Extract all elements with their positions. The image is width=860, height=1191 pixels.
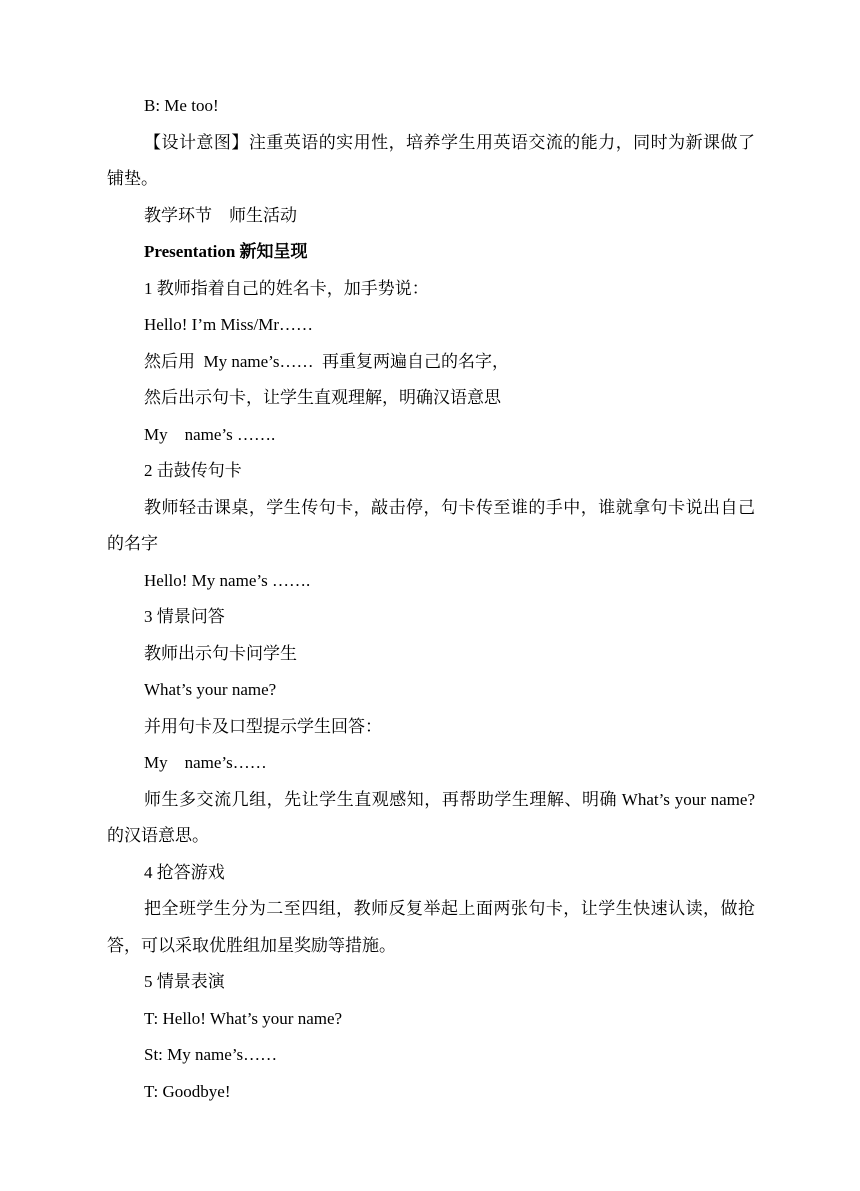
design-intent-paragraph: 【设计意图】注重英语的实用性，培养学生用英语交流的能力，同时为新课做了铺垫。	[107, 132, 755, 188]
instruction-paragraph: 教师轻击课桌，学生传句卡，敲击停，句卡传至谁的手中，谁就拿句卡说出自己的名字	[107, 497, 755, 553]
step-heading: 2 击鼓传句卡	[144, 461, 242, 480]
step-heading: 1 教师指着自己的姓名卡，加手势说：	[144, 278, 429, 298]
example-sentence: Hello! I’m Miss/Mr……	[144, 315, 314, 334]
step-heading: 3 情景问答	[144, 607, 225, 626]
instruction-paragraph: 把全班学生分为二至四组，教师反复举起上面两张句卡，让学生快速认读，做抢答，可以采取优胜组加星奖励等措施。	[107, 899, 755, 955]
instruction-line: 并用句卡及口型提示学生回答：	[144, 716, 382, 736]
section-heading-presentation: Presentation 新知呈现	[144, 242, 308, 261]
example-sentence: Hello! My name’s …….	[144, 570, 311, 590]
dialogue-line: St: My name’s……	[144, 1045, 278, 1064]
instruction-paragraph: 师生多交流几组，先让学生直观感知，再帮助学生理解、明确 What’s your name?的汉语意思。	[107, 789, 755, 845]
instruction-line: 然后用 My name’s…… 再重复两遍自己的名字，	[144, 351, 510, 371]
instruction-line: 教师出示句卡问学生	[144, 643, 297, 663]
example-sentence: My name’s……	[144, 753, 267, 772]
dialogue-line: T: Goodbye!	[144, 1081, 231, 1101]
step-heading: 5 情景表演	[144, 972, 225, 991]
document-body	[107, 88, 755, 1110]
example-sentence: My name’s …….	[144, 424, 276, 444]
dialogue-line: T: Hello! What’s your name?	[144, 1008, 343, 1028]
dialogue-line: B: Me too!	[144, 96, 219, 115]
step-heading: 4 抢答游戏	[144, 862, 225, 882]
example-sentence: What’s your name?	[144, 680, 277, 699]
section-header-row: 教学环节 师生活动	[144, 205, 297, 225]
instruction-line: 然后出示句卡，让学生直观理解，明确汉语意思	[144, 388, 501, 407]
